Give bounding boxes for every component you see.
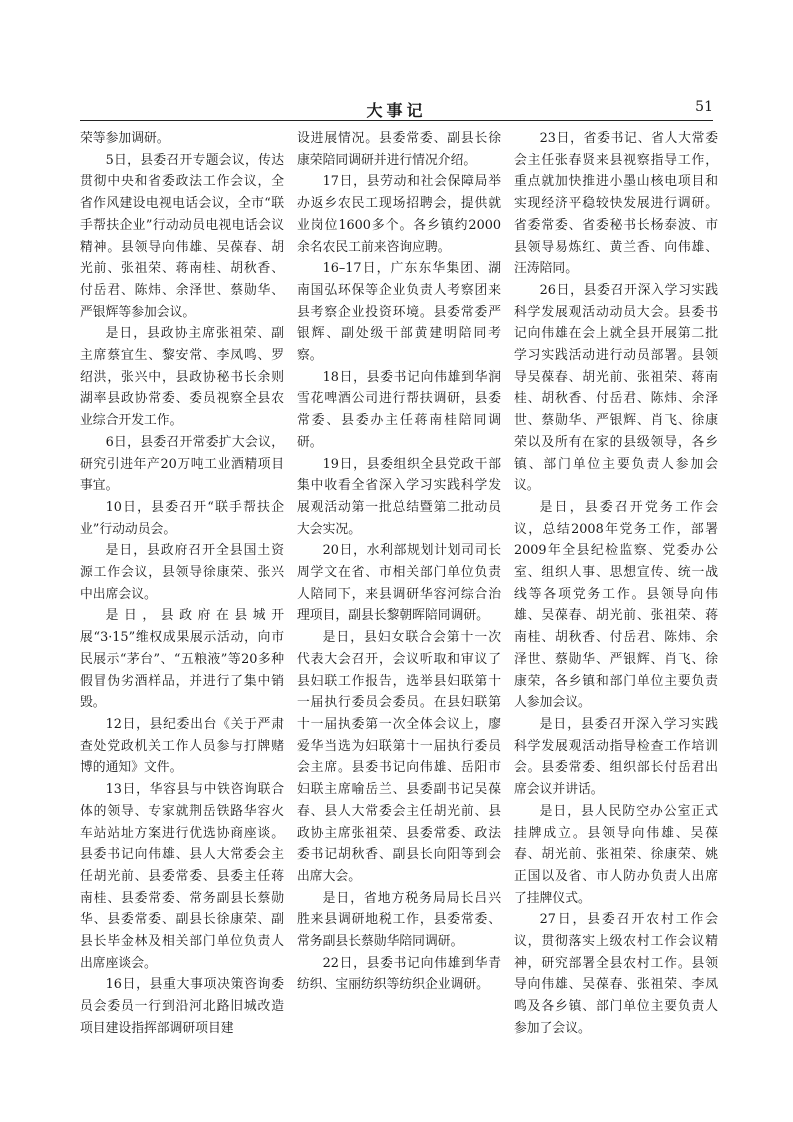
- paragraph: 19日，县委组织全县党政干部集中收看全省深入学习实践科学发展观活动第一批总结暨第二批动员大会实况。: [297, 456, 501, 537]
- page-number: 51: [695, 99, 713, 115]
- paragraph: 是日，县委召开党务工作会议，总结2008年党务工作，部署2009年全县纪检监察、党委办公室、组织人事、思想宣传、统一战线等各项党务工作。县领导向伟雄、吴葆春、胡光前、张祖荣、蒋南桂、胡秋香、付岳君、陈炜、余泽世、蔡勋华、严银辉、肖飞、徐康荣，各乡镇和部门单位主要负责人参加会议。: [514, 499, 718, 711]
- paragraph: 27日，县委召开农村工作会议，贯彻落实上级农村工作会议精神，研究部署全县农村工作。县领导向伟雄、吴葆春、张祖荣、李凤鸣及各乡镇、部门单位主要负责人参加了会议。: [514, 912, 718, 1036]
- paragraph: 18日，县委书记向伟雄到华润雪花啤酒公司进行帮扶调研，县委常委、县委办主任蒋南桂陪同调研。: [297, 369, 501, 450]
- paragraph: 是日，县人民防空办公室正式挂牌成立。县领导向伟雄、吴葆春、胡光前、张祖荣、徐康荣、姚正国以及省、市人防办负责人出席了挂牌仪式。: [514, 803, 718, 906]
- paragraph: 设进展情况。县委常委、副县长徐康荣陪同调研并进行情况介绍。: [297, 131, 501, 168]
- header-rule: [80, 120, 713, 121]
- paragraph: 是日，省地方税务局局长吕兴胜来县调研地税工作，县委常委、常务副县长蔡勋华陪同调研。: [297, 890, 501, 950]
- text-column-1: [80, 128, 284, 1040]
- paragraph: 20日，水利部规划计划司司长周学文在省、市相关部门单位负责人陪同下，来县调研华容河综合治理项目，副县长黎朝晖陪同调研。: [297, 543, 501, 624]
- paragraph: 17日，县劳动和社会保障局举办返乡农民工现场招聘会，提供就业岗位1600多个。各乡镇约2000余名农民工前来咨询应聘。: [297, 174, 501, 255]
- paragraph: 13日，华容县与中铁咨询联合体的领导、专家就荆岳铁路华容火车站站址方案进行优选协商座谈。县委书记向伟雄、县人大常委会主任胡光前、县委常委、县委主任蒋南桂、县委常委、常务副县长蔡勋华、县委常委、副县长徐康荣、副县长毕金林及相关部门单位负责人出席座谈会。: [80, 782, 284, 971]
- paragraph: 5日，县委召开专题会议，传达贯彻中央和省委政法工作会议，全省作风建设电视电话会议，全市“联手帮扶企业”行动动员电视电话会议精神。县领导向伟雄、吴葆春、胡光前、张祖荣、蒋南桂、胡秋香、付岳君、陈炜、余泽世、蔡勋华、严银辉等参加会议。: [80, 152, 284, 320]
- paragraph: 12日，县纪委出台《关于严肃查处党政机关工作人员参与打牌赌博的通知》文件。: [80, 716, 284, 776]
- paragraph: 26日，县委召开深入学习实践科学发展观活动动员大会。县委书记向伟雄在会上就全县开展第二批学习实践活动进行动员部署。县领导吴葆春、胡光前、张祖荣、蒋南桂、胡秋香、付岳君、陈炜、余泽世、蔡勋华、严银辉、肖飞、徐康荣以及所有在家的县级领导，各乡镇、部门单位主要负责人参加会议。: [514, 282, 718, 494]
- paragraph: 荣等参加调研。: [80, 131, 170, 146]
- paragraph: 是日，县妇女联合会第十一次代表大会召开，会议听取和审议了县妇联工作报告，选举县妇联第十一届执行委员会委员。在县妇联第十一届执委第一次全体会议上，廖爱华当选为妇联第十一届执行委员会主席。县委书记向伟雄、岳阳市妇联主席喻岳兰、县委副书记吴葆春、县人大常委会主任胡光前、县政协主席张祖荣、县委常委、政法委书记胡秋香、副县长向阳等到会出席大会。: [297, 630, 501, 884]
- paragraph: 22日，县委书记向伟雄到华青纺织、宝丽纺织等纺织企业调研。: [297, 955, 501, 993]
- paragraph: 23日，省委书记、省人大常委会主任张春贤来县视察指导工作，重点就加快推进小墨山核电项目和实现经济平稳较快发展进行调研。省委常委、省委秘书长杨泰波、市县领导易炼红、黄兰香、向伟雄、汪涛陪同。: [514, 131, 718, 277]
- paragraph: 是日，县政协主席张祖荣、副主席蔡宜生、黎安常、李凤鸣、罗绍洪，张兴中，县政协秘书长余则湖率县政协常委、委员视察全县农业综合开发工作。: [80, 326, 284, 429]
- paragraph: 16日，县重大事项决策咨询委员会委员一行到沿河北路旧城改造项目建设指挥部调研项目建: [80, 977, 284, 1036]
- paragraph: 是日，县政府召开全县国土资源工作会议，县领导徐康荣、张兴中出席会议。: [80, 543, 284, 602]
- paragraph: 是日，县政府在县城开展“3·15”维权成果展示活动，向市民展示“茅台”、“五粮液”等20多种假冒伪劣酒样品，并进行了集中销毁。: [80, 608, 284, 711]
- text-column-3: [514, 128, 718, 1040]
- page-header: [80, 96, 713, 120]
- paragraph: 6日，县委召开常委扩大会议，研究引进年产20万吨工业酒精项目事宜。: [80, 434, 284, 494]
- paragraph: 是日，县委召开深入学习实践科学发展观活动指导检查工作培训会。县委常委、组织部长付岳君出席会议并讲话。: [514, 716, 718, 798]
- paragraph: 10日，县委召开“联手帮扶企业”行动动员会。: [80, 499, 284, 537]
- paragraph: 16–17日，广东东华集团、湖南国弘环保等企业负责人考察团来县考察企业投资环境。县委常委严银辉、副处级干部黄建明陪同考察。: [297, 261, 501, 364]
- running-title: 大事记: [366, 101, 427, 120]
- text-column-2: [297, 128, 501, 996]
